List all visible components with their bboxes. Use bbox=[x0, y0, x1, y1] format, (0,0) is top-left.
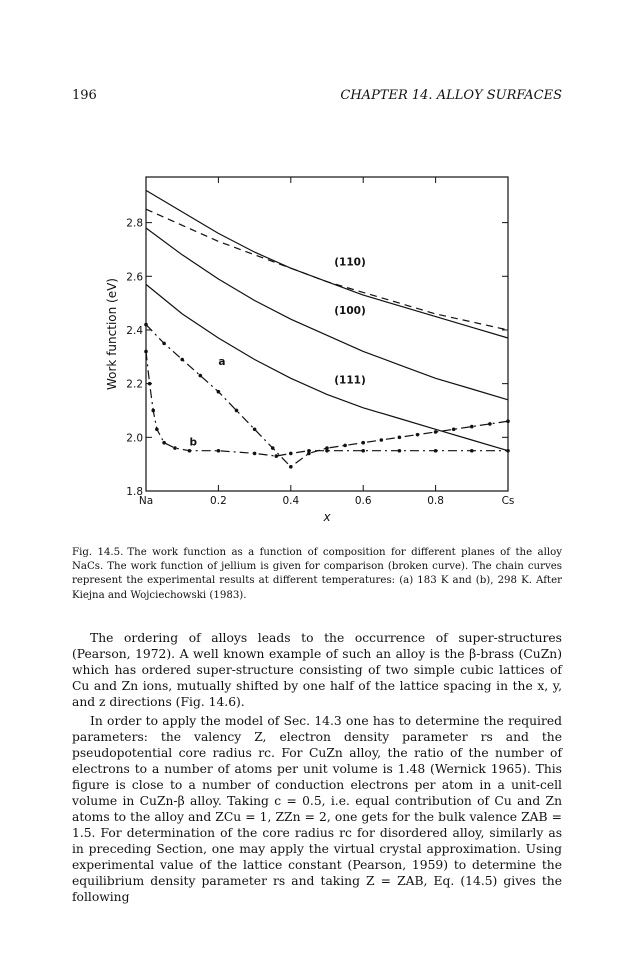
series-point bbox=[470, 449, 474, 453]
paragraph-1: The ordering of alloys leads to the occurrence of super-structures (Pearson, 1972). A well known example of such an alloy is the β-brass (CuZn) which has ordered super-structure consisting of two simple cubic lattices of Cu and Zn ions, mutually shifted by one half of the lattice spacing in the x, y, and z directions (Fig. 14.6). bbox=[72, 631, 562, 709]
annotation-label: b bbox=[189, 436, 197, 449]
series-point bbox=[151, 409, 155, 413]
caption-text: The work function as a function of composition for different planes of the alloy NaCs. The work function of jellium is given for comparison (broken curve). The chain curves represent the experimental results at different temperatures: (a) 183 K and (b), 298 K. After Kiejna and Wojciechowski (1983). bbox=[72, 547, 562, 601]
series-point bbox=[325, 449, 329, 453]
series-point bbox=[144, 350, 148, 354]
y-tick-label: 1.8 bbox=[126, 486, 143, 498]
paragraph-2: In order to apply the model of Sec. 14.3 one has to determine the required parameters: the valency Z, electron density parameter rs and the pseudopotential core radius rc. For CuZn alloy, the ratio of the number of electrons to a number of atoms per unit volume is 1.48 (Wernick 1965). This figure is close to a number of conduction electrons per atom in a unit-cell volume in CuZn-β alloy. Taking c = 0.5, i.e. equal contribution of Cu and Zn atoms to the alloy and ZCu = 1, ZZn = 2, one gets for the bulk valence ZAB = 1.5. For determination of the core radius rc for disordered alloy, similarly as in preceding Section, one may apply the virtual crystal approximation. Using experimental value of the lattice constant (Pearson, 1959) to determine the equilibrium density parameter rs and taking Z = ZAB, Eq. (14.5) gives the following bbox=[72, 714, 562, 904]
annotation-label: (100) bbox=[334, 304, 366, 317]
series-point bbox=[217, 449, 221, 453]
series-point bbox=[235, 409, 239, 413]
caption-label: Fig. 14.5. bbox=[72, 547, 124, 558]
series-point bbox=[253, 452, 257, 456]
y-tick-label: 2.0 bbox=[126, 432, 143, 445]
series-point bbox=[289, 452, 293, 456]
series-point bbox=[452, 427, 456, 431]
series-point bbox=[173, 446, 177, 450]
series-point bbox=[144, 323, 148, 327]
series-point bbox=[380, 438, 384, 442]
x-tick-label: 0.2 bbox=[210, 495, 227, 507]
x-tick-label: Na bbox=[138, 495, 154, 507]
series-point bbox=[470, 425, 474, 429]
series-point bbox=[398, 436, 402, 440]
x-tick-label: 0.6 bbox=[354, 495, 372, 507]
series-point bbox=[434, 430, 438, 434]
series-point bbox=[253, 427, 257, 431]
series-point bbox=[162, 342, 166, 346]
body-text bbox=[72, 630, 562, 908]
annotation-label: (110) bbox=[334, 256, 366, 269]
x-axis-label: x bbox=[323, 510, 331, 524]
series-point bbox=[307, 449, 311, 453]
page-number: 196 bbox=[72, 88, 97, 103]
series-point bbox=[361, 441, 365, 445]
y-tick-label: 2.2 bbox=[126, 378, 143, 391]
chapter-title: CHAPTER 14. ALLOY SURFACES bbox=[340, 88, 562, 103]
series-point bbox=[217, 390, 221, 394]
series-point bbox=[416, 433, 420, 437]
series-line-4 bbox=[146, 284, 508, 450]
series-point bbox=[271, 446, 275, 450]
x-tick-label: Cs bbox=[501, 495, 515, 507]
series-point bbox=[155, 427, 159, 431]
series-point bbox=[434, 449, 438, 453]
series-point bbox=[180, 358, 184, 362]
series-point bbox=[488, 422, 492, 426]
series-point bbox=[289, 465, 293, 469]
annotation-label: (111) bbox=[334, 374, 366, 387]
annotation-label: a bbox=[218, 355, 226, 368]
series-point bbox=[343, 444, 347, 448]
series-point bbox=[148, 382, 152, 386]
y-tick-label: 2.6 bbox=[126, 271, 143, 284]
series-point bbox=[398, 449, 402, 453]
work-function-figure bbox=[100, 165, 540, 529]
work-function-chart bbox=[100, 165, 540, 525]
plot-frame bbox=[146, 177, 508, 491]
x-tick-label: 0.4 bbox=[282, 495, 300, 507]
series-point bbox=[162, 441, 166, 445]
series-line-6 bbox=[146, 351, 508, 456]
series-point bbox=[506, 419, 510, 423]
x-tick-label: 0.8 bbox=[427, 495, 444, 507]
figure-caption bbox=[72, 546, 562, 603]
series-point bbox=[506, 449, 510, 453]
series-point bbox=[199, 374, 203, 378]
y-tick-label: 2.4 bbox=[126, 324, 143, 337]
page-header bbox=[72, 88, 562, 106]
y-tick-label: 2.8 bbox=[126, 217, 143, 230]
series-line-1 bbox=[146, 190, 508, 338]
series-point bbox=[275, 454, 279, 458]
series-line-2 bbox=[146, 209, 508, 330]
y-axis-label: Work function (eV) bbox=[105, 278, 119, 390]
series-point bbox=[361, 449, 365, 453]
series-line-5 bbox=[146, 325, 508, 467]
series-point bbox=[188, 449, 192, 453]
